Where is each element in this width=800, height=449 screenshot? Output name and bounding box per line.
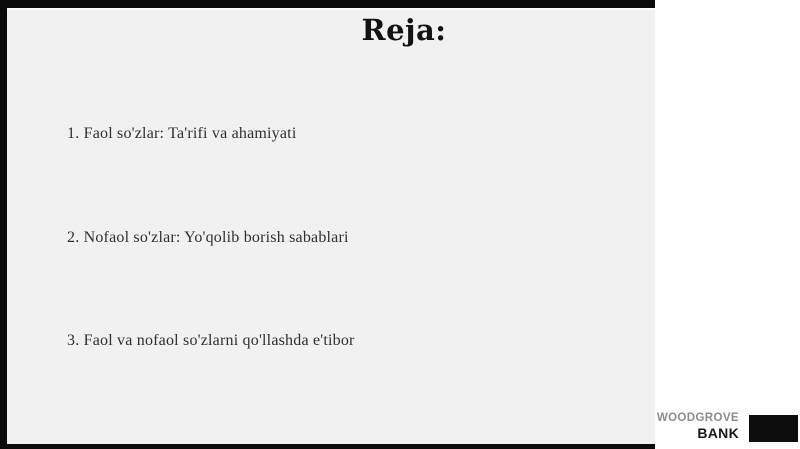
slide-border-bottom [0,444,655,449]
woodgrove-bank-logo [655,413,739,440]
list-item: 3. Faol va nofaol so'zlarni qo'llashda e'tibor [67,332,355,349]
logo-bank-text: BANK [697,424,739,441]
logo-woodgrove-text: WOODGROVE [656,412,739,424]
list-item: 1. Faol so'zlar: Ta'rifi va ahamiyati [67,125,297,142]
logo-black-mark [749,415,798,442]
right-panel [655,0,800,449]
slide-border-left [0,0,7,449]
slide-border-top [0,0,655,8]
slide-surface [7,8,655,444]
list-item: 2. Nofaol so'zlar: Yo'qolib borish sabablari [67,229,349,246]
slide-title: Reja: [361,13,447,47]
